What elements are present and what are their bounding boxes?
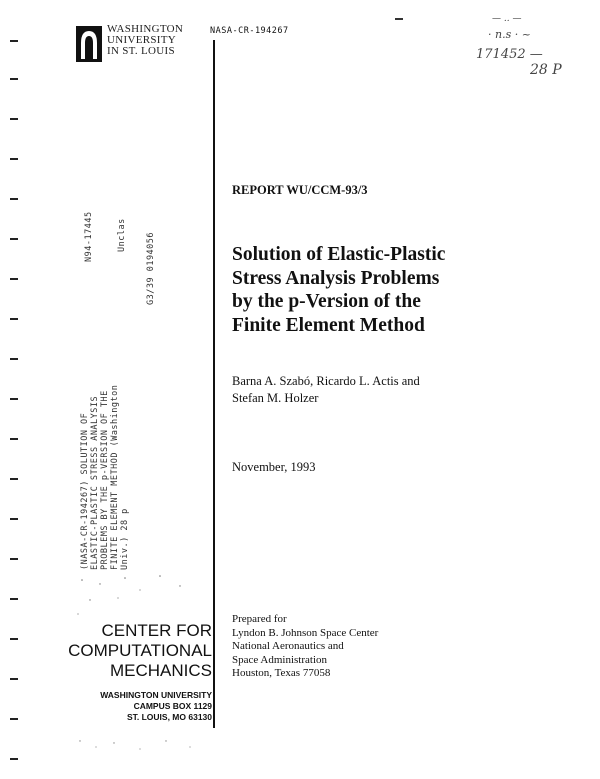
center-line1: CENTER FOR [101,621,212,640]
handwritten-notes [470,14,562,78]
vertical-divider [213,40,215,728]
university-name-line1: WASHINGTON [107,23,184,35]
title-line: Solution of Elastic-Plastic [232,244,446,265]
center-address [100,690,212,723]
title-line: Stress Analysis Problems [232,267,440,289]
authors [232,373,420,407]
report-number: REPORT WU/CCM-93/3 [232,183,368,197]
stamp-line: ELASTIC-PLASTIC STRESS ANALYSIS [90,395,100,570]
scan-noise-bottom [70,735,210,765]
handwriting-line2: · n.s · ~ [488,28,531,41]
stamp-line: Univ.) 28 p [120,508,130,570]
stamp-line: FINITE ELEMENT METHOD (Washington [110,384,120,570]
prepared-for-line: National Aeronautics and [232,640,344,652]
prepared-for-block [232,613,378,681]
abstract-stamp [80,385,130,570]
nasa-report-number: NASA-CR-194267 [210,26,289,36]
authors-line: Barna A. Szabó, Ricardo L. Actis and [232,374,420,388]
report-title [232,243,445,337]
authors-line: Stefan M. Holzer [232,391,319,405]
arch-logo-icon [76,26,102,62]
prepared-for-line: Houston, Texas 77058 [232,667,331,679]
university-logo [76,24,196,64]
accession-number: N94-17445 [84,211,94,262]
address-line: ST. LOUIS, MO 63130 [126,712,212,722]
prepared-for-line: Lyndon B. Johnson Space Center [232,626,379,639]
title-line: Finite Element Method [232,314,425,336]
center-line2: COMPUTATIONAL [68,641,212,660]
stamp-line: (NASA-CR-194267) SOLUTION OF [80,412,90,570]
center-line3: MECHANICS [109,661,212,680]
address-line: CAMPUS BOX 1129 [133,701,212,711]
category-code: G3/39 0194056 [146,231,156,305]
university-name-line2: UNIVERSITY [107,34,176,46]
handwriting-line1: — .. — [492,14,522,24]
title-line: by the p-Version of the [232,291,421,312]
prepared-for-label: Prepared for [232,613,287,625]
stamp-line: PROBLEMS BY THE p-VERSION OF THE [100,390,110,570]
address-line: WASHINGTON UNIVERSITY [100,690,212,700]
unclas-label: Unclas [117,218,127,252]
scan-noise [70,570,210,640]
handwriting-line4: 28 P [530,62,562,78]
handwriting-line3: 171452 — [476,47,543,62]
tiny-mark [395,18,403,20]
prepared-for-line: Space Administration [232,653,328,666]
report-date: November, 1993 [232,460,316,474]
university-name-line3: IN ST. LOUIS [107,45,175,57]
